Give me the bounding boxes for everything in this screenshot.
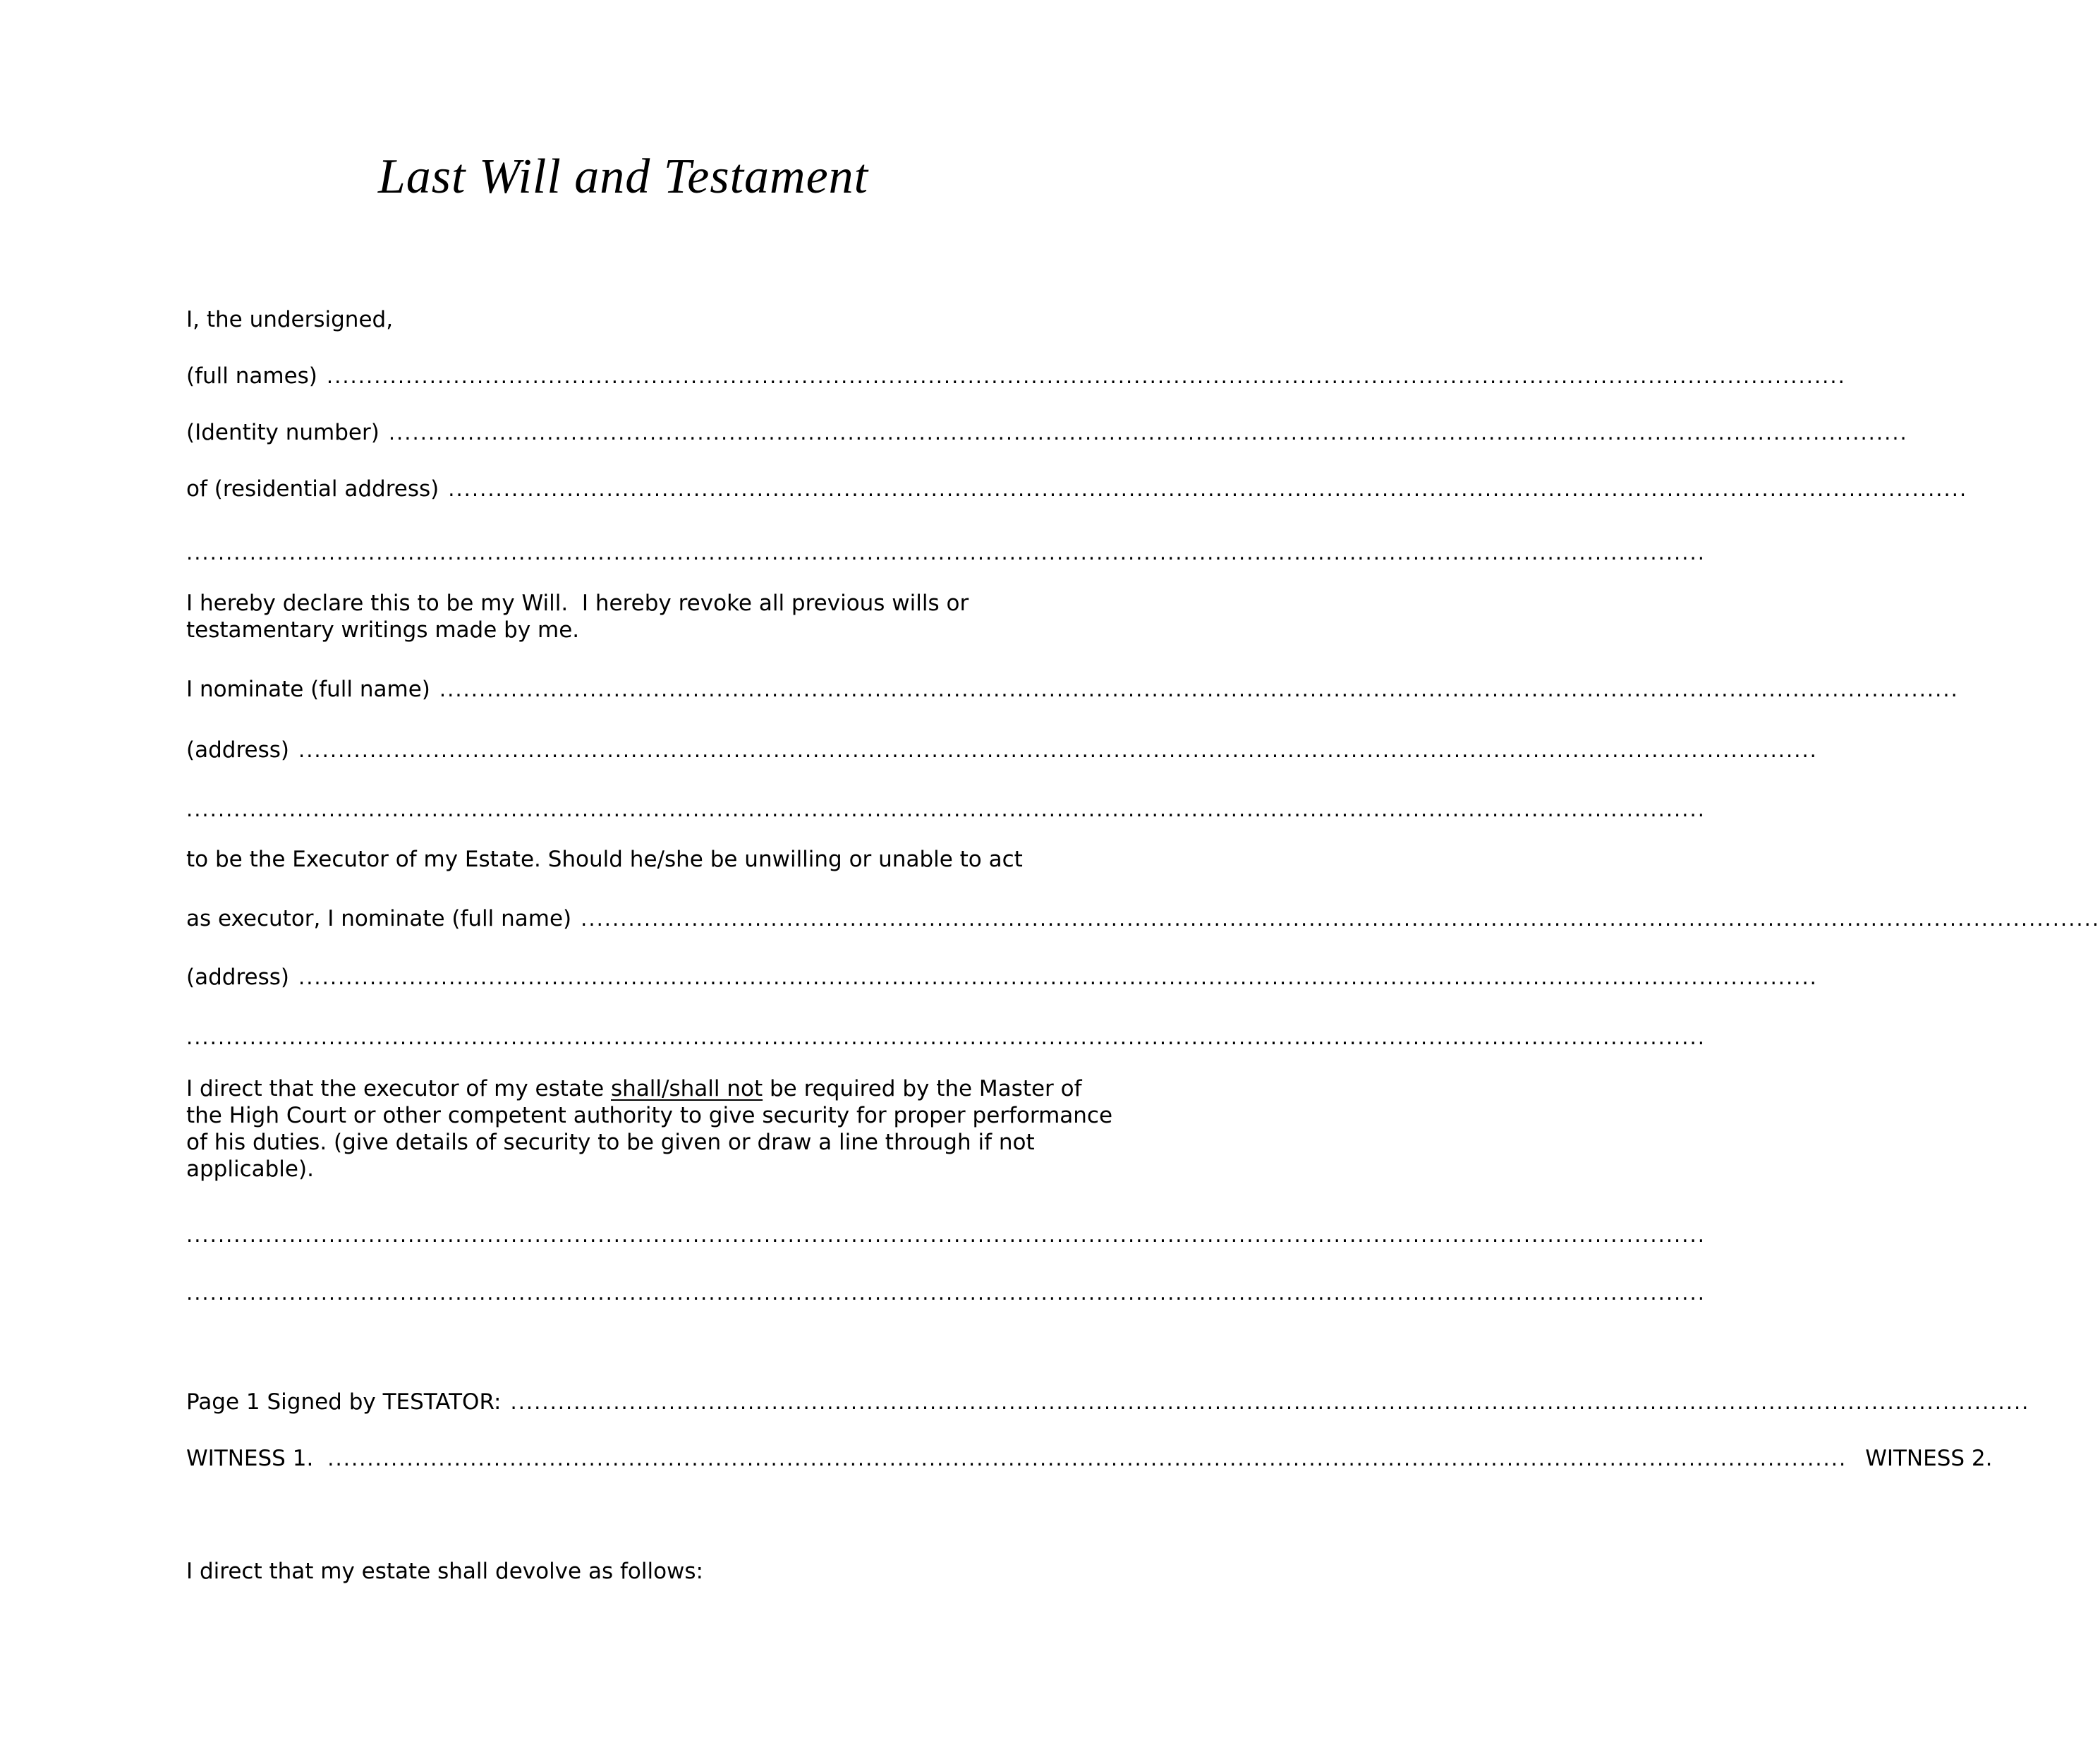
declaration-line-2: testamentary writings made by me. [186,617,580,643]
identity-number-blank [389,420,1056,446]
security-clause-line-1 [186,1075,1082,1102]
security-clause-line1-after: be required by the Master of [763,1076,1082,1101]
security-details-blank-1 [186,1222,1056,1248]
witness2-label: WITNESS 2. [1865,1446,1993,1471]
alternate-executor-blank [581,906,1056,932]
estate-devolution-heading [186,1559,1056,1585]
executor-address-row [186,737,1056,763]
residential-address-label: of (residential address) [186,476,439,502]
shall-shall-not-underlined: shall/shall not [611,1076,763,1101]
declaration-paragraph [186,590,1061,644]
security-clause-line1-before: I direct that the executor of my estate [186,1076,612,1101]
alternate-executor-address-continuation-blank [186,1025,1056,1051]
executor-address-continuation-blank [186,797,1056,823]
nominate-executor-row [186,677,1056,703]
executor-address-label: (address) [186,737,289,763]
full-names-blank [327,363,1056,389]
nominate-executor-blank [439,677,1056,703]
executor-address-blank [298,737,1056,763]
estate-devolution-text: I direct that my estate shall devolve as follows: [186,1559,703,1584]
executor-role-line [186,847,1056,873]
security-clause-line-4: applicable). [186,1156,314,1182]
alternate-executor-address-label: (address) [186,965,289,990]
security-clause-line-2: the High Court or other competent authority to give security for proper performance [186,1103,1113,1128]
witness-signature-row [186,1446,1993,1472]
identity-number-label: (Identity number) [186,420,380,445]
alternate-executor-label: as executor, I nominate (full name) [186,906,572,931]
witness1-label: WITNESS 1. [186,1446,314,1471]
nominate-executor-label: I nominate (full name) [186,677,430,702]
testator-signature-label: Page 1 Signed by TESTATOR: [186,1389,502,1415]
security-clause-paragraph [186,1075,1113,1183]
alternate-executor-address-row [186,965,1056,991]
document-title: Last Will and Testament [377,150,869,204]
alternate-executor-address-blank [298,965,1056,991]
residential-address-blank [448,476,1056,502]
residential-address-row [186,476,1056,502]
residential-address-continuation-blank [186,540,1056,566]
executor-role-text: to be the Executor of my Estate. Should he/she be unwilling or unable to act [186,847,1023,872]
alternate-executor-row [186,906,1056,932]
security-details-blank-2 [186,1280,1056,1306]
security-clause-line-3: of his duties. (give details of security to be given or draw a line through if not [186,1130,1035,1155]
full-names-label: (full names) [186,363,317,389]
testator-signature-blank [510,1389,1056,1415]
identity-number-row [186,420,1056,446]
full-names-row [186,363,1056,389]
declaration-line-1: I hereby declare this to be my Will. I hereby revoke all previous wills or [186,591,969,616]
testator-signature-row [186,1389,1056,1415]
undersigned-text: I, the undersigned, [186,307,394,332]
witness1-signature-blank [327,1446,1847,1472]
undersigned-line [186,307,1056,333]
